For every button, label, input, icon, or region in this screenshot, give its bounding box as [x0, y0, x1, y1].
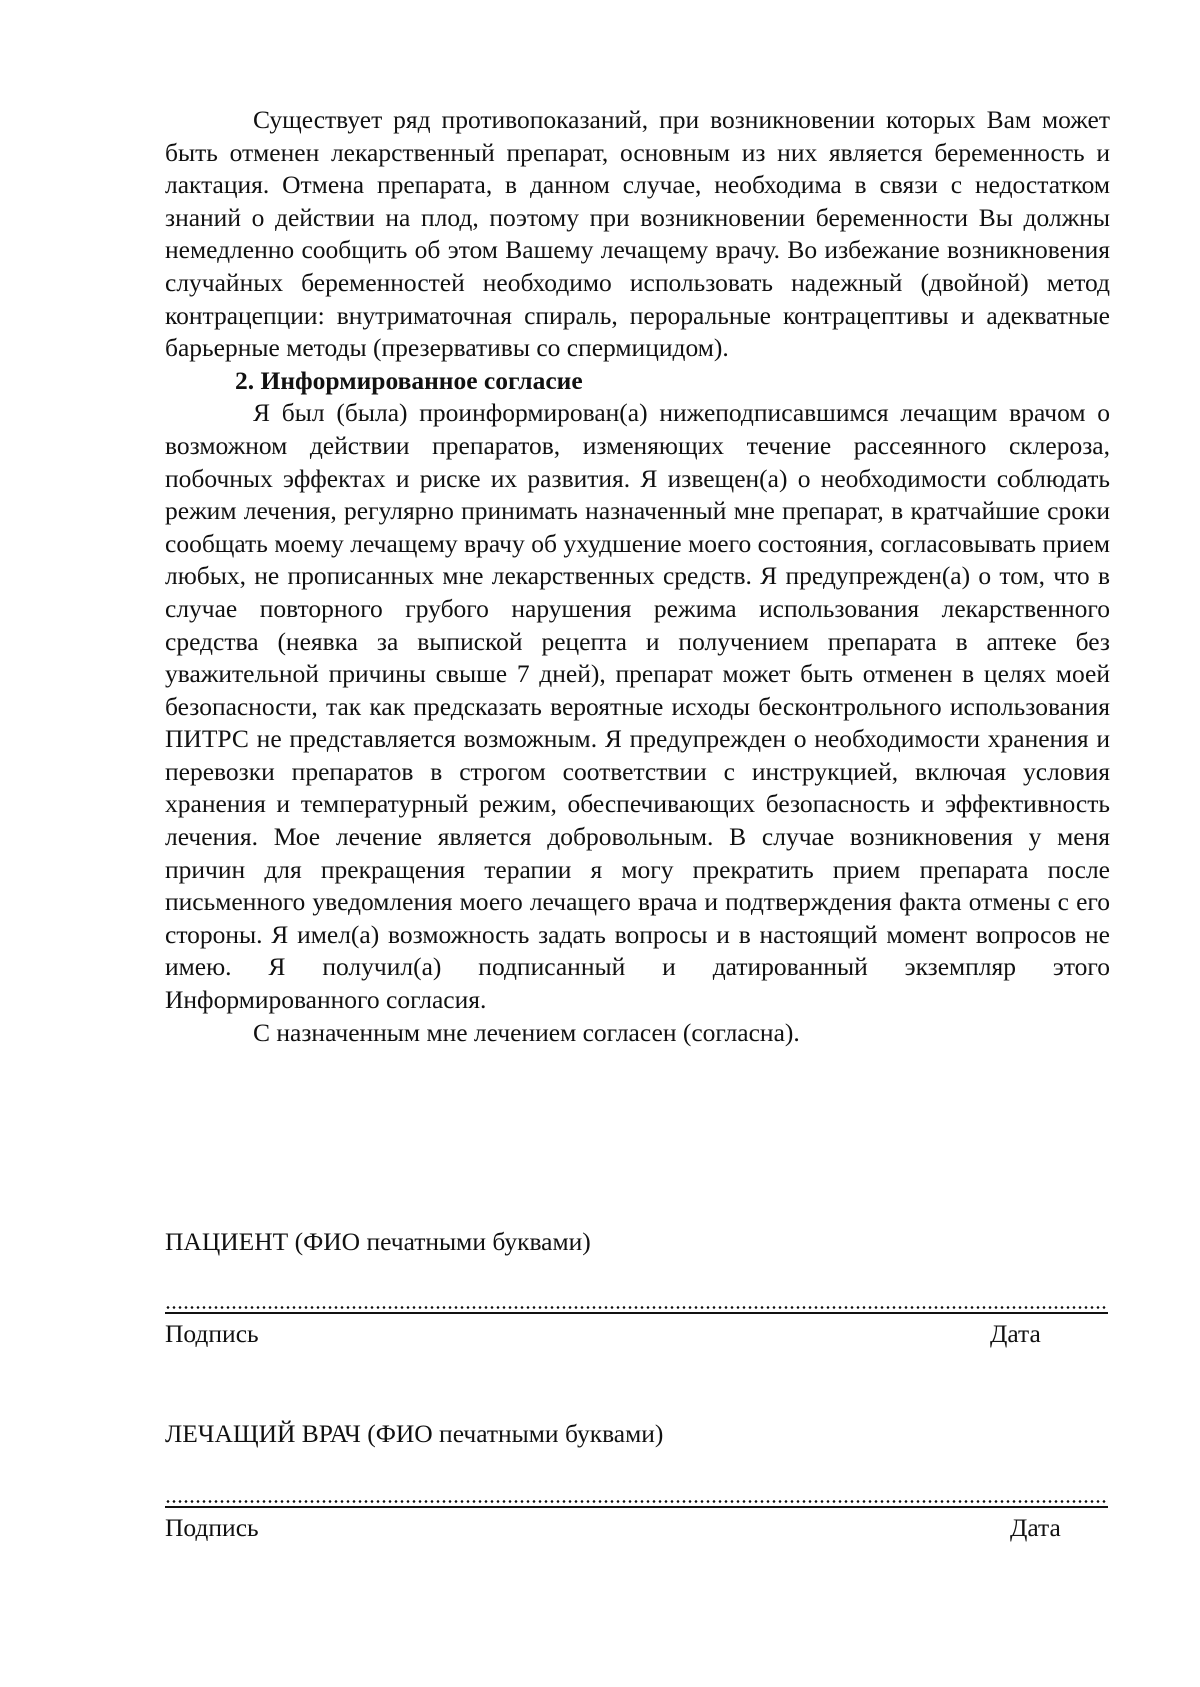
- patient-date-label: Дата: [990, 1319, 1041, 1348]
- patient-name-label: ПАЦИЕНТ (ФИО печатными буквами): [165, 1227, 591, 1256]
- document-body: [165, 104, 1110, 1049]
- patient-signature-label: Подпись: [165, 1319, 259, 1348]
- paragraph-informed-consent: Я был (была) проинформирован(а) нижеподписавшимся лечащим врачом о возможном действии препаратов, изменяющих течение рассеянного склероза, побочных эффектах и риске их развития. Я извещен(а) о необходимости соблюдать режим лечения, регулярно принимать назначенный мне препарат, в кратчайшие сроки сообщать моему лечащему врачу об ухудшение моего состояния, согласовывать прием любых, не прописанных мне лекарственных средств. Я предупрежден(а) о том, что в случае повторного грубого нарушения режима использования лекарственного средства (неявка за выпиской рецепта и получением препарата в аптеке без уважительной причины свыше 7 дней), препарат может быть отменен в целях моей безопасности, так как предсказать вероятные исходы бесконтрольного использования ПИТРС не представляется возможным. Я предупрежден о необходимости хранения и перевозки препаратов в строгом соответствии с инструкцией, включая условия хранения и температурный режим, обеспечивающих безопасность и эффективность лечения. Мое лечение является добровольным. В случае возникновения у меня причин для прекращения терапии я могу прекратить прием препарата после письменного уведомления моего лечащего врача и подтверждения факта отмены с его стороны. Я имел(а) возможность задать вопросы и в настоящий момент вопросов не имею. Я получил(а) подписанный и датированный экземпляр этого Информированного согласия.: [165, 398, 1110, 1015]
- paragraph-agreement: С назначенным мне лечением согласен (согласна).: [253, 1017, 800, 1047]
- doctor-date-label: Дата: [1010, 1513, 1061, 1542]
- doctor-signature-line[interactable]: [165, 1500, 1108, 1508]
- doctor-name-label: ЛЕЧАЩИЙ ВРАЧ (ФИО печатными буквами): [165, 1419, 664, 1448]
- paragraph-contraindications: Существует ряд противопоказаний, при возникновении которых Вам может быть отменен лекарственный препарат, основным из них является беременность и лактация. Отмена препарата, в данном случае, необходима в связи с недостатком знаний о действии на плод, поэтому при возникновении беременности Вы должны немедленно сообщить об этом Вашему лечащему врачу. Во избежание возникновения случайных беременностей необходимо использовать надежный (двойной) метод контрацепции: внутриматочная спираль, пероральные контрацептивы и адекватные барьерные методы (презервативы со спермицидом).: [165, 105, 1110, 363]
- doctor-signature-label: Подпись: [165, 1513, 259, 1542]
- patient-signature-line[interactable]: [165, 1306, 1108, 1314]
- section-heading-informed-consent: 2. Информированное согласие: [235, 365, 583, 395]
